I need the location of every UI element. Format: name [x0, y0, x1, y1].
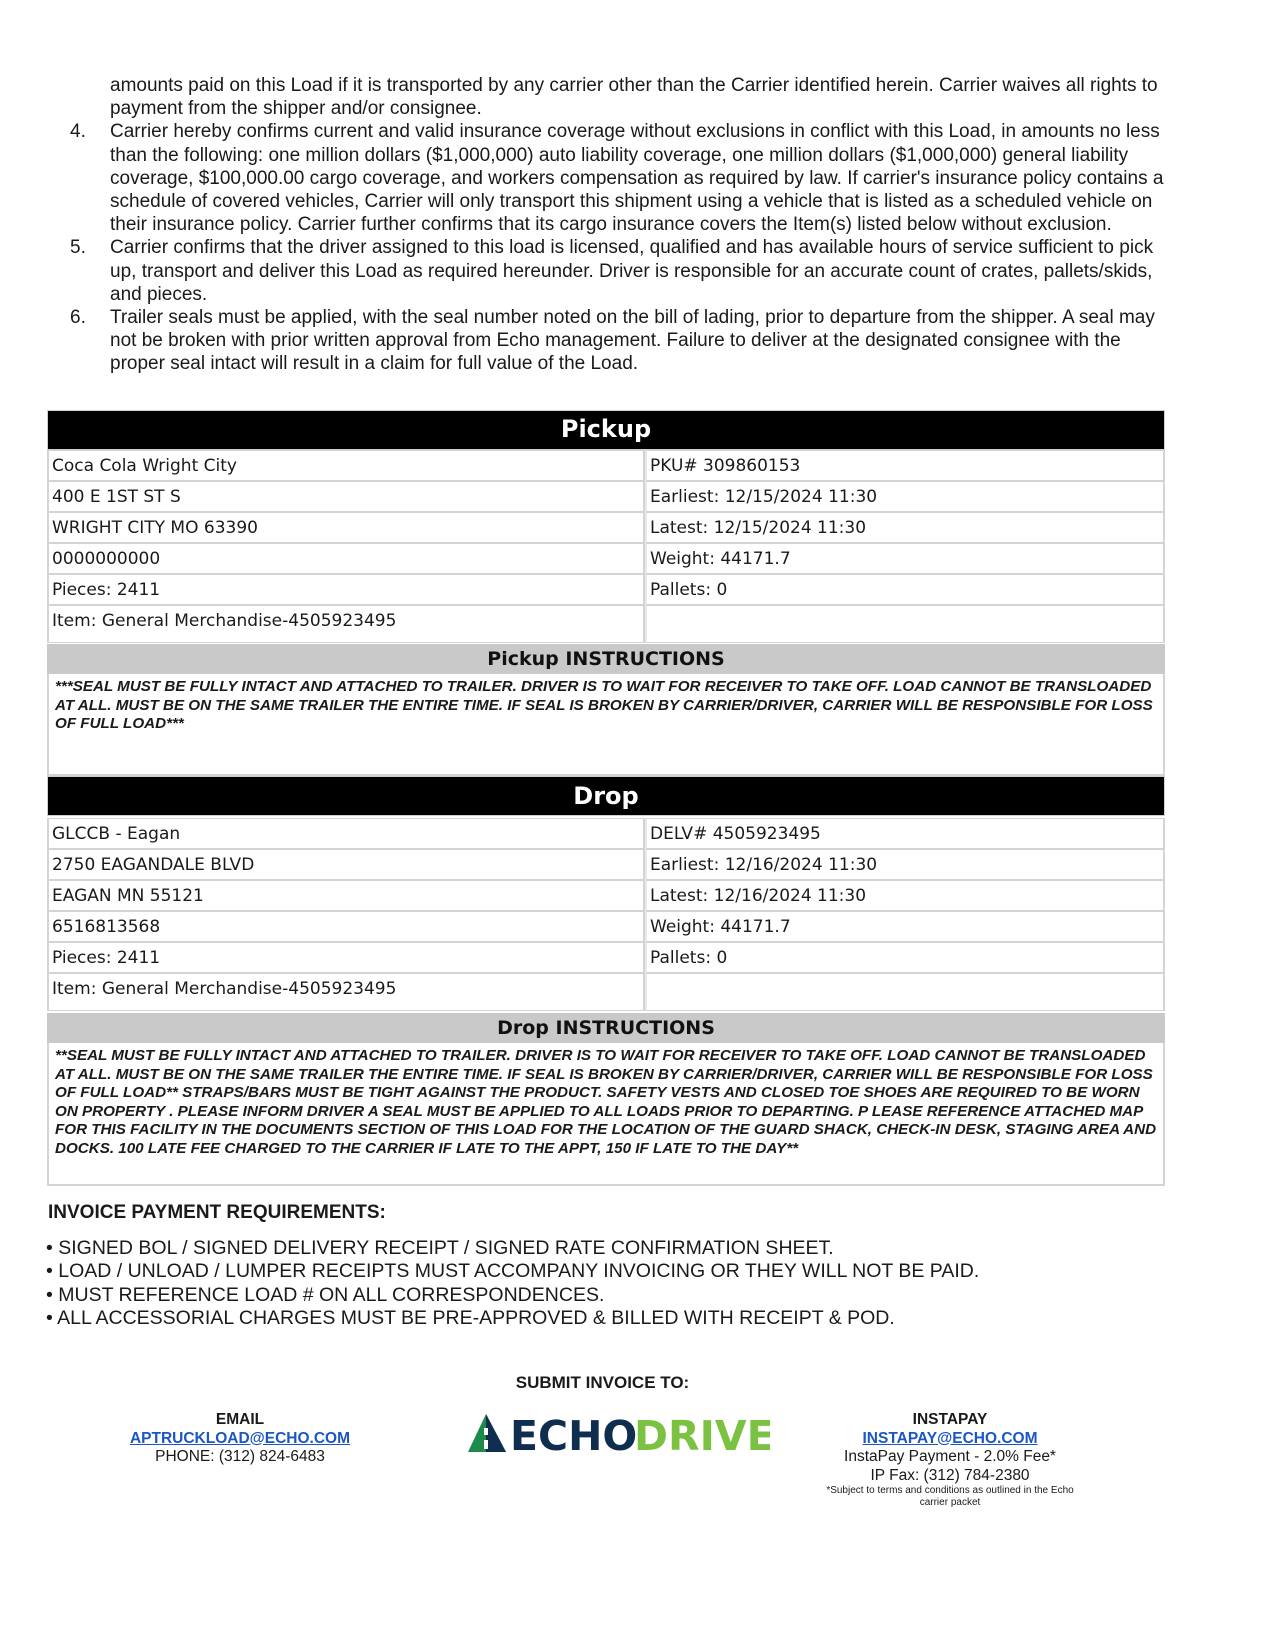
drop-address: 2750 EAGANDALE BLVD: [47, 849, 645, 880]
pickup-instructions-header: Pickup INSTRUCTIONS: [47, 644, 1165, 674]
instapay-note: *Subject to terms and conditions as outlined in the Echo carrier packet: [826, 1485, 1074, 1508]
table-row: [47, 849, 1165, 880]
empty-cell: [645, 973, 1165, 1011]
table-row: [47, 512, 1165, 543]
pickup-header: Pickup: [47, 410, 1165, 450]
table-row: [47, 481, 1165, 512]
drop-phone: 6516813568: [47, 911, 645, 942]
drop-earliest: Earliest: 12/16/2024 11:30: [645, 849, 1165, 880]
empty-cell: [645, 605, 1165, 643]
term-3-continuation: [70, 74, 1180, 120]
drop-details-table: [47, 818, 1165, 1011]
drop-instructions-text: **SEAL MUST BE FULLY INTACT AND ATTACHED TO TRAILER. DRIVER IS TO WAIT FOR RECEIVER TO TAKE OFF. LOAD CANNOT BE TRANSLOADED AT ALL. MUST BE ON THE SAME TRAILER THE ENTIRE TIME. IF SEAL IS BROKEN BY CARRIER/DRIVER, CARRIER WILL BE RESPONSIBLE FOR LOSS OF FULL LOAD** STRAPS/BARS MUST BE TIGHT AGAINST THE PRODUCT. SAFETY VESTS AND CLOSED TOE SHOES ARE REQUIRED TO BE WORN ON PROPERTY . PLEASE INFORM DRIVER A SEAL MUST BE APPLIED TO ALL LOADS PRIOR TO DEPARTING. P LEASE REFERENCE ATTACHED MAP FOR THIS FACILITY IN THE DOCUMENTS SECTION OF THIS LOAD FOR THE LOCATION OF THE GUARD SHACK, CHECK-IN DESK, STAGING AREA AND DOCKS. 100 LATE FEE CHARGED TO THE CARRIER IF LATE TO THE APPT, 150 IF LATE TO THE DAY**: [47, 1043, 1165, 1186]
road-shield-icon: [468, 1414, 506, 1452]
table-row: [47, 942, 1165, 973]
term-number: 4.: [70, 121, 86, 143]
pickup-pieces: Pieces: 2411: [47, 574, 645, 605]
instapay-contact: [820, 1411, 1080, 1509]
drop-item: Item: General Merchandise-4505923495: [47, 973, 645, 1011]
pickup-pallets: Pallets: 0: [645, 574, 1165, 605]
term-text: amounts paid on this Load if it is transported by any carrier other than the Carrier identified herein. Carrier waives all rights to payment from the shipper and/or consignee.: [110, 75, 1158, 120]
table-row: [47, 911, 1165, 942]
logo-echo-text: ECHO: [510, 1412, 638, 1456]
pickup-latest: Latest: 12/15/2024 11:30: [645, 512, 1165, 543]
table-row: [47, 605, 1165, 643]
instapay-heading: INSTAPAY: [912, 1411, 988, 1428]
pickup-reference: PKU# 309860153: [645, 450, 1165, 481]
term-6: [70, 306, 1180, 376]
term-4: [70, 120, 1180, 236]
table-row: [47, 818, 1165, 849]
pickup-item: Item: General Merchandise-4505923495: [47, 605, 645, 643]
term-text: Carrier hereby confirms current and valid insurance coverage without exclusions in conflict with this Load, in amounts no less than the following: one million dollars ($1,000,000) auto liability coverage, one million dollars ($1,000,000) general liability coverage, $100,000.00 cargo coverage, and workers compensation as required by law. If carrier's insurance policy contains a schedule of covered vehicles, Carrier will only transport this shipment using a vehicle that is listed as a scheduled vehicle on their insurance policy. Carrier further confirms that its cargo insurance covers the Item(s) listed below without exclusion.: [110, 121, 1164, 236]
table-row: [47, 973, 1165, 1011]
pickup-phone: 0000000000: [47, 543, 645, 574]
table-row: [47, 450, 1165, 481]
submit-invoice-label: SUBMIT INVOICE TO:: [515, 1373, 690, 1392]
email-contact: [100, 1411, 380, 1467]
list-item: • LOAD / UNLOAD / LUMPER RECEIPTS MUST ACCOMPANY INVOICING OR THEY WILL NOT BE PAID.: [46, 1260, 980, 1283]
instapay-fee: InstaPay Payment - 2.0% Fee*: [844, 1448, 1056, 1465]
terms-list: [70, 74, 1180, 376]
pickup-city: WRIGHT CITY MO 63390: [47, 512, 645, 543]
term-number: 5.: [70, 237, 86, 259]
pickup-address: 400 E 1ST ST S: [47, 481, 645, 512]
pickup-location-name: Coca Cola Wright City: [47, 450, 645, 481]
drop-weight: Weight: 44171.7: [645, 911, 1165, 942]
email-phone: PHONE: (312) 824-6483: [155, 1448, 325, 1465]
echodrive-logo: [466, 1410, 770, 1456]
drop-location-name: GLCCB - Eagan: [47, 818, 645, 849]
table-row: [47, 574, 1165, 605]
table-row: [47, 880, 1165, 911]
email-heading: EMAIL: [215, 1411, 265, 1428]
drop-pallets: Pallets: 0: [645, 942, 1165, 973]
term-number: 6.: [70, 307, 86, 329]
term-text: Carrier confirms that the driver assigned to this load is licensed, qualified and has available hours of service sufficient to pick up, transport and deliver this Load as required hereunder. Driver is responsible for an accurate count of crates, pallets/skids, and pieces.: [110, 237, 1154, 305]
email-link[interactable]: APTRUCKLOAD@ECHO.COM: [129, 1429, 351, 1447]
pickup-instructions-text: ***SEAL MUST BE FULLY INTACT AND ATTACHED TO TRAILER. DRIVER IS TO WAIT FOR RECEIVER TO TAKE OFF. LOAD CANNOT BE TRANSLOADED AT ALL. MUST BE ON THE SAME TRAILER THE ENTIRE TIME. IF SEAL IS BROKEN BY CARRIER/DRIVER, CARRIER WILL BE RESPONSIBLE FOR LOSS OF FULL LOAD***: [47, 674, 1165, 776]
drop-city: EAGAN MN 55121: [47, 880, 645, 911]
invoice-requirements-list: [46, 1237, 979, 1331]
pickup-weight: Weight: 44171.7: [645, 543, 1165, 574]
list-item: • MUST REFERENCE LOAD # ON ALL CORRESPONDENCES.: [46, 1283, 605, 1306]
drop-pieces: Pieces: 2411: [47, 942, 645, 973]
list-item: • SIGNED BOL / SIGNED DELIVERY RECEIPT / SIGNED RATE CONFIRMATION SHEET.: [46, 1237, 834, 1259]
table-row: [47, 543, 1165, 574]
instapay-link[interactable]: INSTAPAY@ECHO.COM: [862, 1429, 1038, 1447]
invoice-requirements-title: INVOICE PAYMENT REQUIREMENTS:: [48, 1202, 386, 1223]
term-text: Trailer seals must be applied, with the seal number noted on the bill of lading, prior to departure from the shipper. A seal may not be broken with prior written approval from Echo management. Failure to deliver at the designated consignee with the proper seal intact will result in a claim for full value of the Load.: [110, 307, 1155, 375]
logo-drive-text: DRIVE: [634, 1412, 770, 1456]
pickup-earliest: Earliest: 12/15/2024 11:30: [645, 481, 1165, 512]
drop-header: Drop: [47, 776, 1165, 816]
drop-instructions-header: Drop INSTRUCTIONS: [47, 1013, 1165, 1043]
pickup-details-table: [47, 450, 1165, 643]
list-item: • ALL ACCESSORIAL CHARGES MUST BE PRE-APPROVED & BILLED WITH RECEIPT & POD.: [46, 1307, 895, 1330]
instapay-fax: IP Fax: (312) 784-2380: [870, 1466, 1030, 1484]
drop-reference: DELV# 4505923495: [645, 818, 1165, 849]
drop-latest: Latest: 12/16/2024 11:30: [645, 880, 1165, 911]
term-5: [70, 236, 1180, 306]
